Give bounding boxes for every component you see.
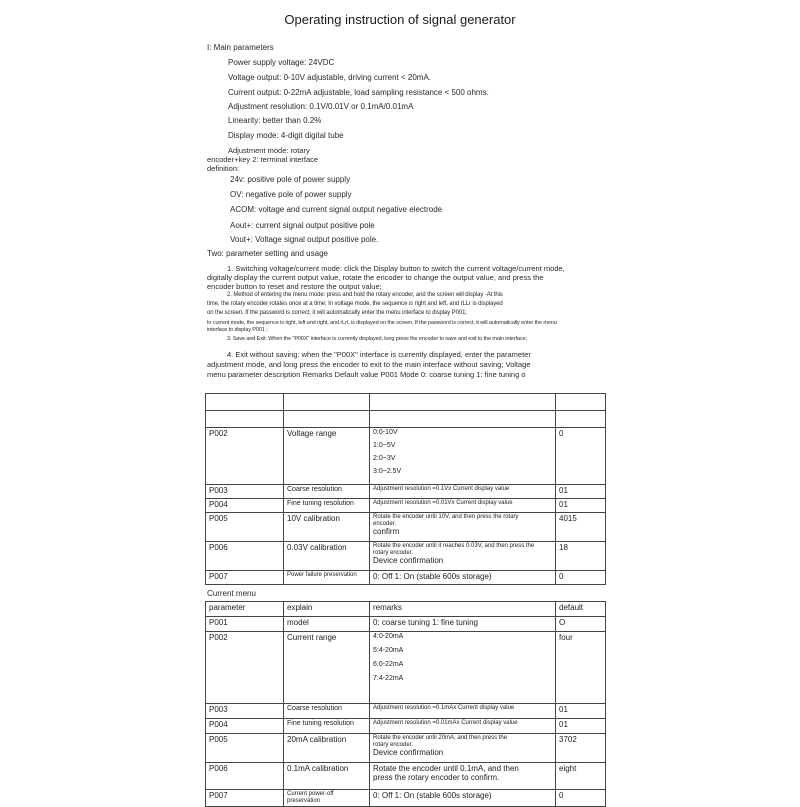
explain-cell: Fine tuning resolution xyxy=(284,719,370,734)
explain-cell: Fine tuning resolution xyxy=(284,499,370,513)
explain-cell: model xyxy=(284,617,370,632)
default-cell: 0 xyxy=(556,571,606,585)
terminal-line: ACOM: voltage and current signal output negative electrode xyxy=(230,205,443,214)
header-remarks: remarks xyxy=(370,602,556,617)
explain-cell: Current range xyxy=(284,632,370,704)
para4-line: menu parameter description Remarks Default value P001 Mode 0: coarse tuning 1: fine tuning o xyxy=(207,370,526,379)
remarks-cell: 0: Off 1: On (stable 600s storage) xyxy=(370,571,556,585)
table-row xyxy=(206,704,606,719)
param-cell: P003 xyxy=(206,485,284,499)
para1-line: encoder button to reset and restore the output value; xyxy=(207,282,382,291)
para2-line: on the screen. If the password is correct, it will automatically enter the menu interface to display P001; xyxy=(207,310,467,316)
adjust-line: encoder+key 2: terminal interface xyxy=(207,155,319,164)
remarks-cell: Adjustment resolution =0.01mAx Current display value xyxy=(370,719,556,734)
table-row xyxy=(206,428,606,485)
para1-line: digitally display the current output value, rotate the encoder to change the output value, and press the xyxy=(207,273,544,282)
remarks-cell: 0: coarse tuning 1: fine tuning xyxy=(370,617,556,632)
table-row xyxy=(206,790,606,807)
current-menu-table xyxy=(205,601,606,807)
param-cell: P006 xyxy=(206,542,284,571)
table-row xyxy=(206,734,606,763)
default-cell: 01 xyxy=(556,485,606,499)
table-row xyxy=(206,632,606,704)
para2-line: time, the rotary encoder rotates once at a time; In voltage mode, the sequence is right and left, and rLLr is displayed xyxy=(207,301,503,307)
explain-cell: 0.1mA calibration xyxy=(284,763,370,790)
param-line: Display mode: 4-digit digital tube xyxy=(228,131,344,140)
param-line: Adjustment resolution: 0.1V/0.01V or 0.1mA/0.01mA xyxy=(228,102,414,111)
page-title: Operating instruction of signal generator xyxy=(284,12,516,27)
explain-cell: Coarse resolution xyxy=(284,485,370,499)
para2-line: 2. Method of entering the menu mode: press and hold the rotary encoder, and the screen will display -At this xyxy=(227,292,503,298)
para1-line: 1. Switching voltage/current mode: click the Display button to switch the current voltage/current mode, xyxy=(227,264,565,273)
header-default: default xyxy=(556,602,606,617)
default-cell: four xyxy=(556,632,606,704)
param-cell: P005 xyxy=(206,513,284,542)
explain-cell: 10V calibration xyxy=(284,513,370,542)
param-cell: P002 xyxy=(206,632,284,704)
table-row xyxy=(206,394,606,411)
table-row xyxy=(206,513,606,542)
remarks-cell: Rotate the encoder until 10V, and then press the rotary encoder. confirm xyxy=(370,513,556,542)
param-cell: P003 xyxy=(206,704,284,719)
param-cell: P007 xyxy=(206,790,284,807)
param-cell: P001 xyxy=(206,617,284,632)
default-cell: O xyxy=(556,617,606,632)
default-cell: 01 xyxy=(556,719,606,734)
table-row xyxy=(206,499,606,513)
adjust-line: Adjustment mode: rotary xyxy=(228,146,310,155)
table-row xyxy=(206,719,606,734)
default-cell: 4015 xyxy=(556,513,606,542)
param-cell: P002 xyxy=(206,428,284,485)
table-header-row xyxy=(206,602,606,617)
terminal-line: 24v: positive pole of power supply xyxy=(230,175,351,184)
table-row xyxy=(206,411,606,428)
explain-cell: Power failure preservation xyxy=(284,571,370,585)
terminal-line: Vout+: Voltage signal output positive pole. xyxy=(230,235,379,244)
default-cell: 01 xyxy=(556,499,606,513)
explain-cell: Voltage range xyxy=(284,428,370,485)
para2-small-line: interface to display P001 ; xyxy=(207,327,268,333)
remarks-cell: 4:0-20mA 5:4-20mA 6:0-22mA 7:4-22mA xyxy=(370,632,556,704)
remarks-cell: 0: Off 1: On (stable 600s storage) xyxy=(370,790,556,807)
header-explain: explain xyxy=(284,602,370,617)
remarks-cell: Adjustment resolution =0.01Vx Current display value xyxy=(370,499,556,513)
default-cell: 3702 xyxy=(556,734,606,763)
default-cell: 18 xyxy=(556,542,606,571)
default-cell: 0 xyxy=(556,790,606,807)
remarks-cell: Adjustment resolution =0.1mAx Current display value xyxy=(370,704,556,719)
terminal-line: OV: negative pole of power supply xyxy=(230,190,352,199)
param-cell: P004 xyxy=(206,719,284,734)
table-row xyxy=(206,763,606,790)
table-row xyxy=(206,542,606,571)
table-row xyxy=(206,485,606,499)
section1-heading: I: Main parameters xyxy=(207,43,274,52)
para4-line: 4. Exit without saving: when the "P00X" interface is currently displayed, enter the parameter xyxy=(227,350,531,359)
remarks-cell: Rotate the encoder until 20mA, and then press the rotary encoder. Device confirmation xyxy=(370,734,556,763)
param-cell: P005 xyxy=(206,734,284,763)
header-parameter: parameter xyxy=(206,602,284,617)
explain-cell: Coarse resolution xyxy=(284,704,370,719)
remarks-cell: 0:0-10V 1:0~5V 2:0~3V 3:0~2.5V xyxy=(370,428,556,485)
para3-line: 3. Save and Exit: When the "P00X" interface is currently displayed, long press the encoder to save and exit to the main interface; xyxy=(227,336,527,342)
terminal-line: Aout+: current signal output positive pole xyxy=(230,221,375,230)
adjust-line: definition: xyxy=(207,164,240,173)
current-menu-label: Current menu xyxy=(207,589,256,598)
table-row xyxy=(206,571,606,585)
remarks-cell: Rotate the encoder until 0.1mA, and then press the rotary encoder to confirm. xyxy=(370,763,556,790)
explain-cell: Current power-off preservation xyxy=(284,790,370,807)
explain-cell: 0.03V calibration xyxy=(284,542,370,571)
param-cell: P007 xyxy=(206,571,284,585)
param-cell: P004 xyxy=(206,499,284,513)
table-row xyxy=(206,617,606,632)
default-cell: 0 xyxy=(556,428,606,485)
para2-small-line: In current mode, the sequence is right, left and right, and rLrL is displayed on the screen. If the password is correct, it will automatically enter the menu xyxy=(207,320,557,326)
param-line: Linearity: better than 0.2% xyxy=(228,116,322,125)
remarks-cell: Rotate the encoder until it reaches 0.03V, and then press the rotary encoder. Device confirmation xyxy=(370,542,556,571)
explain-cell: 20mA calibration xyxy=(284,734,370,763)
param-line: Power supply voltage: 24VDC xyxy=(228,58,335,67)
param-line: Current output: 0-22mA adjustable, load sampling resistance < 500 ohms. xyxy=(228,88,489,97)
voltage-menu-table xyxy=(205,393,606,585)
param-line: Voltage output: 0-10V adjustable, driving current < 20mA. xyxy=(228,73,432,82)
section2-heading: Two: parameter setting and usage xyxy=(207,249,328,258)
param-cell: P006 xyxy=(206,763,284,790)
default-cell: eight xyxy=(556,763,606,790)
remarks-cell: Adjustment resolution =0.1Vx Current display value xyxy=(370,485,556,499)
para4-line: adjustment mode, and long press the encoder to exit to the main interface without saving; Voltage xyxy=(207,360,531,369)
default-cell: 01 xyxy=(556,704,606,719)
